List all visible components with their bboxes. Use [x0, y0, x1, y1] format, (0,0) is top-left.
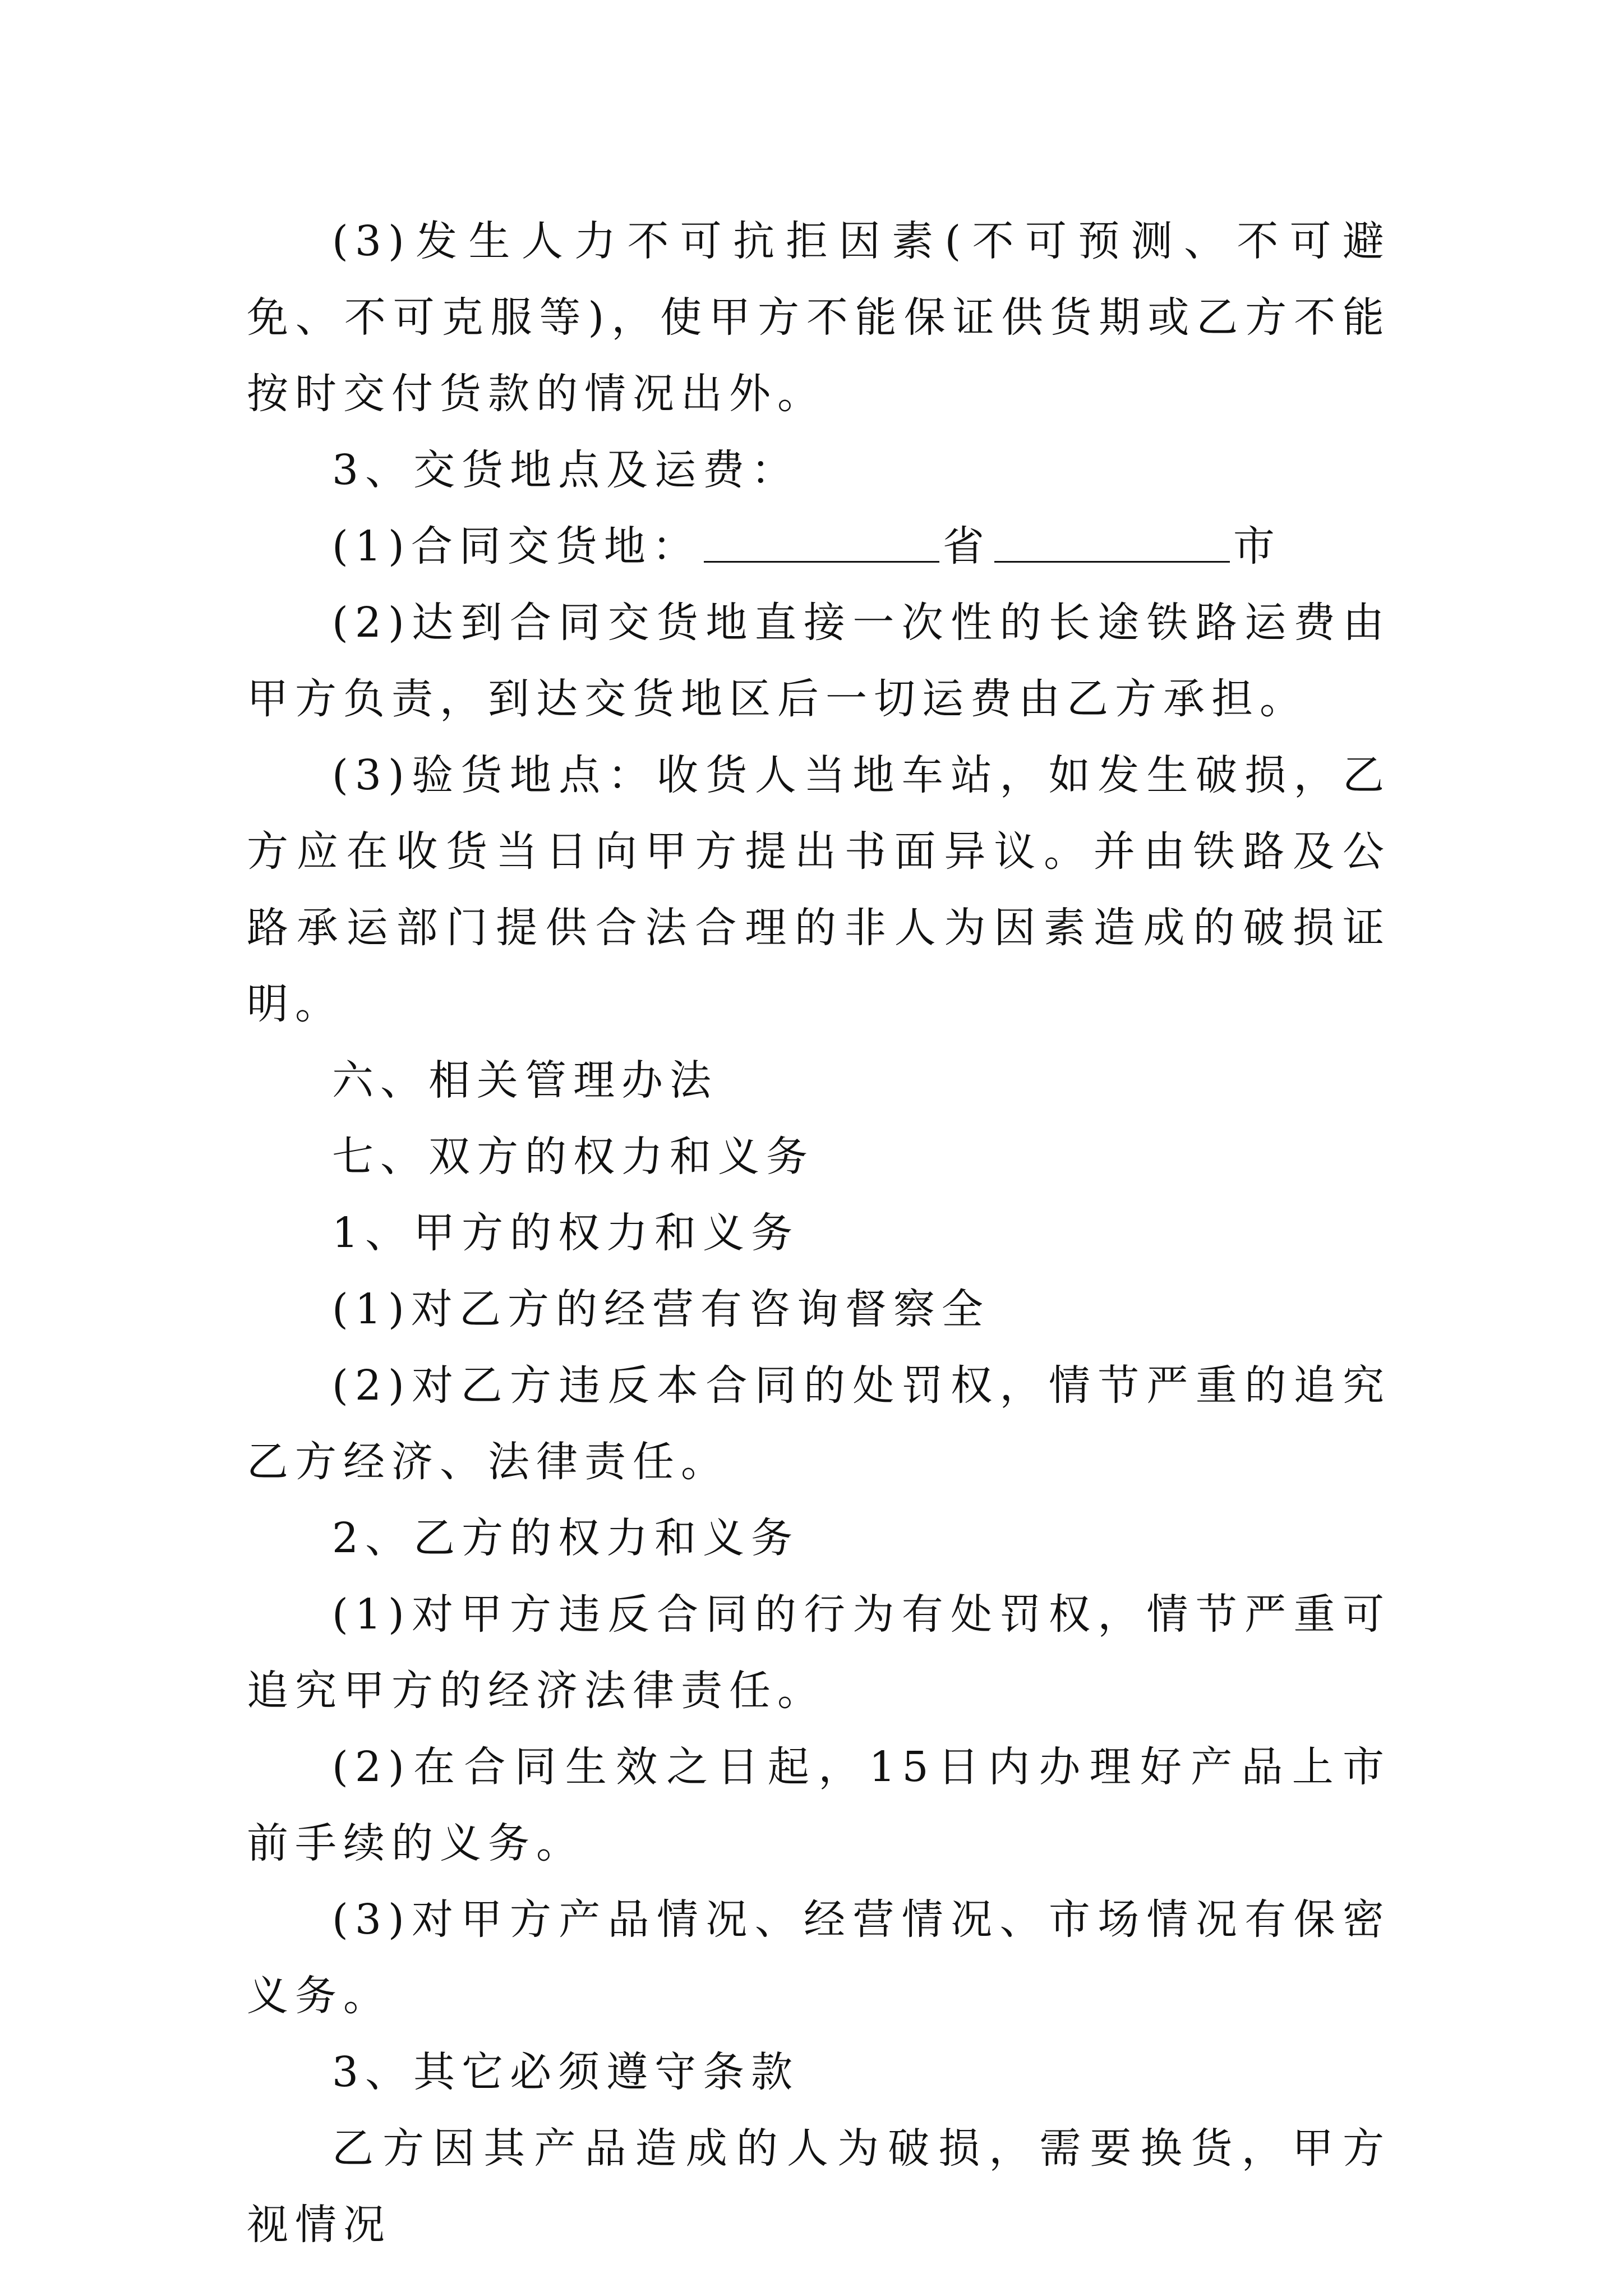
city-label: 市	[1233, 522, 1281, 570]
paragraph-party-b-item-3: (3)对甲方产品情况、经营情况、市场情况有保密义务。	[247, 1895, 1391, 2020]
delivery-place-label: (1)合同交货地：	[332, 522, 700, 570]
paragraph-party-b-item-2: (2)在合同生效之日起，15日内办理好产品上市前手续的义务。	[247, 1743, 1391, 1867]
heading-rights-obligations: 七、双方的权力和义务	[332, 1133, 814, 1181]
paragraph-party-a-item-1: (1)对乙方的经营有咨询督察全	[332, 1285, 990, 1333]
heading-party-b-rights: 2、乙方的权力和义务	[332, 1514, 800, 1562]
paragraph-inspection: (3)验货地点：收货人当地车站，如发生破损，乙方应在收货当日向甲方提出书面异议。并由铁路及公路承运部门提供合法合理的非人为因素造成的破损证明。	[247, 751, 1391, 1028]
heading-management: 六、相关管理办法	[332, 1056, 718, 1105]
paragraph-party-a-item-2: (2)对乙方违反本合同的处罚权，情节严重的追究乙方经济、法律责任。	[247, 1361, 1391, 1486]
city-blank	[994, 519, 1230, 563]
heading-other-terms: 3、其它必须遵守条款	[332, 2048, 800, 2096]
document-body	[247, 203, 1391, 2263]
paragraph-other-terms: 乙方因其产品造成的人为破损，需要换货，甲方视情况	[247, 2124, 1391, 2249]
paragraph-delivery-place	[247, 508, 1391, 585]
province-blank	[704, 519, 939, 563]
province-label: 省	[942, 522, 991, 570]
paragraph-force-majeure: (3)发生人力不可抗拒因素(不可预测、不可避免、不可克服等)，使甲方不能保证供货期或乙方不能按时交付货款的情况出外。	[247, 217, 1391, 418]
heading-party-a-rights: 1、甲方的权力和义务	[332, 1209, 800, 1257]
paragraph-freight: (2)达到合同交货地直接一次性的长途铁路运费由甲方负责，到达交货地区后一切运费由乙方承担。	[247, 599, 1391, 723]
heading-delivery-and-freight: 3、交货地点及运费：	[332, 446, 800, 494]
paragraph-party-b-item-1: (1)对甲方违反合同的行为有处罚权，情节严重可追究甲方的经济法律责任。	[247, 1590, 1391, 1715]
